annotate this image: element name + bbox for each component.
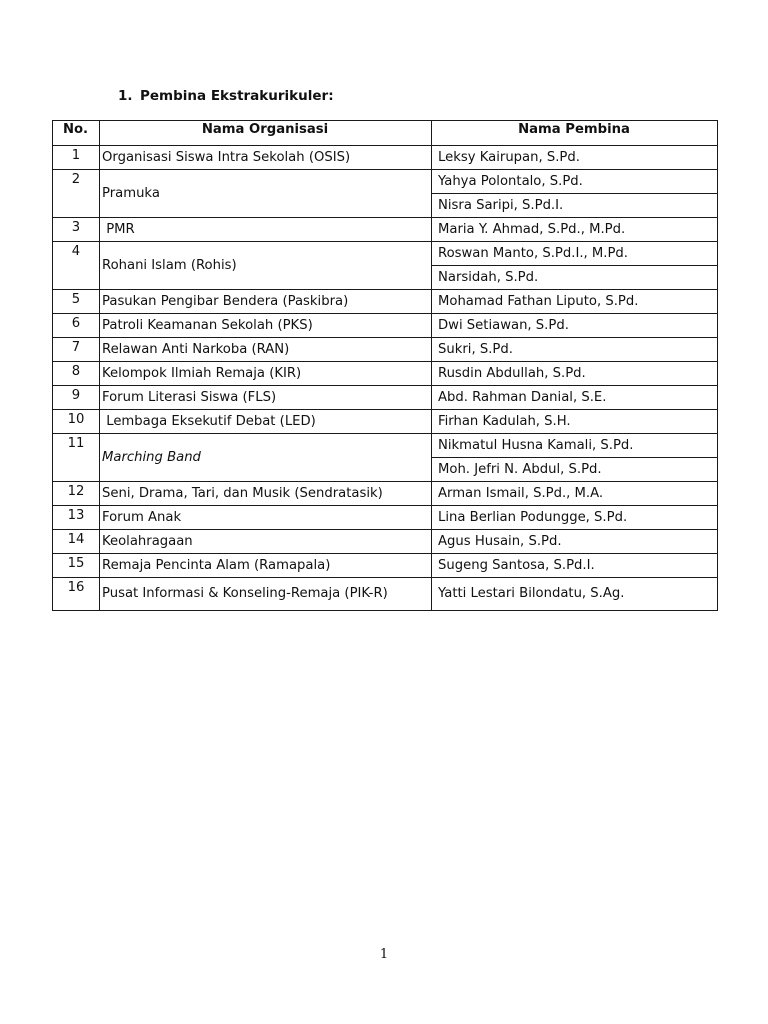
row-number: 9 [53, 386, 100, 410]
header-pembina: Nama Pembina [432, 121, 718, 146]
pembina-name: Nikmatul Husna Kamali, S.Pd. [432, 434, 718, 458]
organization-name: Organisasi Siswa Intra Sekolah (OSIS) [100, 146, 432, 170]
row-number: 5 [53, 290, 100, 314]
organization-name: Keolahragaan [100, 530, 432, 554]
section-title-text: Pembina Ekstrakurikuler: [140, 88, 334, 104]
row-number: 15 [53, 554, 100, 578]
pembina-name: Yatti Lestari Bilondatu, S.Ag. [432, 578, 718, 611]
section-number: 1. [118, 88, 133, 104]
row-number: 6 [53, 314, 100, 338]
pembina-name: Abd. Rahman Danial, S.E. [432, 386, 718, 410]
table-row [53, 290, 718, 314]
pembina-name: Agus Husain, S.Pd. [432, 530, 718, 554]
pembina-name: Yahya Polontalo, S.Pd. [432, 170, 718, 194]
organization-name: Rohani Islam (Rohis) [100, 242, 432, 290]
section-title [118, 88, 334, 104]
table-row [53, 506, 718, 530]
organization-name: Remaja Pencinta Alam (Ramapala) [100, 554, 432, 578]
organization-name: Pasukan Pengibar Bendera (Paskibra) [100, 290, 432, 314]
table-row [53, 146, 718, 170]
pembina-name: Moh. Jefri N. Abdul, S.Pd. [432, 458, 718, 482]
table-body [53, 146, 718, 611]
table-row [53, 578, 718, 611]
organization-name: Relawan Anti Narkoba (RAN) [100, 338, 432, 362]
table-row [53, 482, 718, 506]
row-number: 14 [53, 530, 100, 554]
row-number: 11 [53, 434, 100, 482]
organization-name: Kelompok Ilmiah Remaja (KIR) [100, 362, 432, 386]
pembina-name: Mohamad Fathan Liputo, S.Pd. [432, 290, 718, 314]
row-number: 8 [53, 362, 100, 386]
row-number: 12 [53, 482, 100, 506]
page-number: 1 [379, 947, 389, 962]
table-row [53, 554, 718, 578]
extracurricular-table [52, 120, 718, 611]
row-number: 16 [53, 578, 100, 611]
row-number: 10 [53, 410, 100, 434]
table-row [53, 242, 718, 266]
organization-name: PMR [100, 218, 432, 242]
organization-name: Pusat Informasi & Konseling-Remaja (PIK-R) [100, 578, 432, 611]
table-row [53, 362, 718, 386]
pembina-name: Leksy Kairupan, S.Pd. [432, 146, 718, 170]
table-row [53, 170, 718, 194]
row-number: 4 [53, 242, 100, 290]
pembina-name: Sugeng Santosa, S.Pd.I. [432, 554, 718, 578]
row-number: 2 [53, 170, 100, 218]
table-header-row [53, 121, 718, 146]
header-organisasi: Nama Organisasi [100, 121, 432, 146]
pembina-name: Rusdin Abdullah, S.Pd. [432, 362, 718, 386]
row-number: 13 [53, 506, 100, 530]
row-number: 7 [53, 338, 100, 362]
header-no: No. [53, 121, 100, 146]
table-row [53, 410, 718, 434]
table-row [53, 218, 718, 242]
row-number: 3 [53, 218, 100, 242]
pembina-name: Arman Ismail, S.Pd., M.A. [432, 482, 718, 506]
organization-name: Marching Band [100, 434, 432, 482]
table-row [53, 314, 718, 338]
organization-name: Pramuka [100, 170, 432, 218]
table-row [53, 530, 718, 554]
pembina-name: Nisra Saripi, S.Pd.I. [432, 194, 718, 218]
organization-name: Seni, Drama, Tari, dan Musik (Sendratasik) [100, 482, 432, 506]
table-row [53, 434, 718, 458]
pembina-name: Narsidah, S.Pd. [432, 266, 718, 290]
table-row [53, 386, 718, 410]
pembina-name: Sukri, S.Pd. [432, 338, 718, 362]
table-row [53, 338, 718, 362]
pembina-name: Maria Y. Ahmad, S.Pd., M.Pd. [432, 218, 718, 242]
pembina-name: Dwi Setiawan, S.Pd. [432, 314, 718, 338]
organization-name: Patroli Keamanan Sekolah (PKS) [100, 314, 432, 338]
row-number: 1 [53, 146, 100, 170]
organization-name: Lembaga Eksekutif Debat (LED) [100, 410, 432, 434]
organization-name: Forum Anak [100, 506, 432, 530]
pembina-name: Lina Berlian Podungge, S.Pd. [432, 506, 718, 530]
pembina-name: Firhan Kadulah, S.H. [432, 410, 718, 434]
pembina-name: Roswan Manto, S.Pd.I., M.Pd. [432, 242, 718, 266]
organization-name: Forum Literasi Siswa (FLS) [100, 386, 432, 410]
